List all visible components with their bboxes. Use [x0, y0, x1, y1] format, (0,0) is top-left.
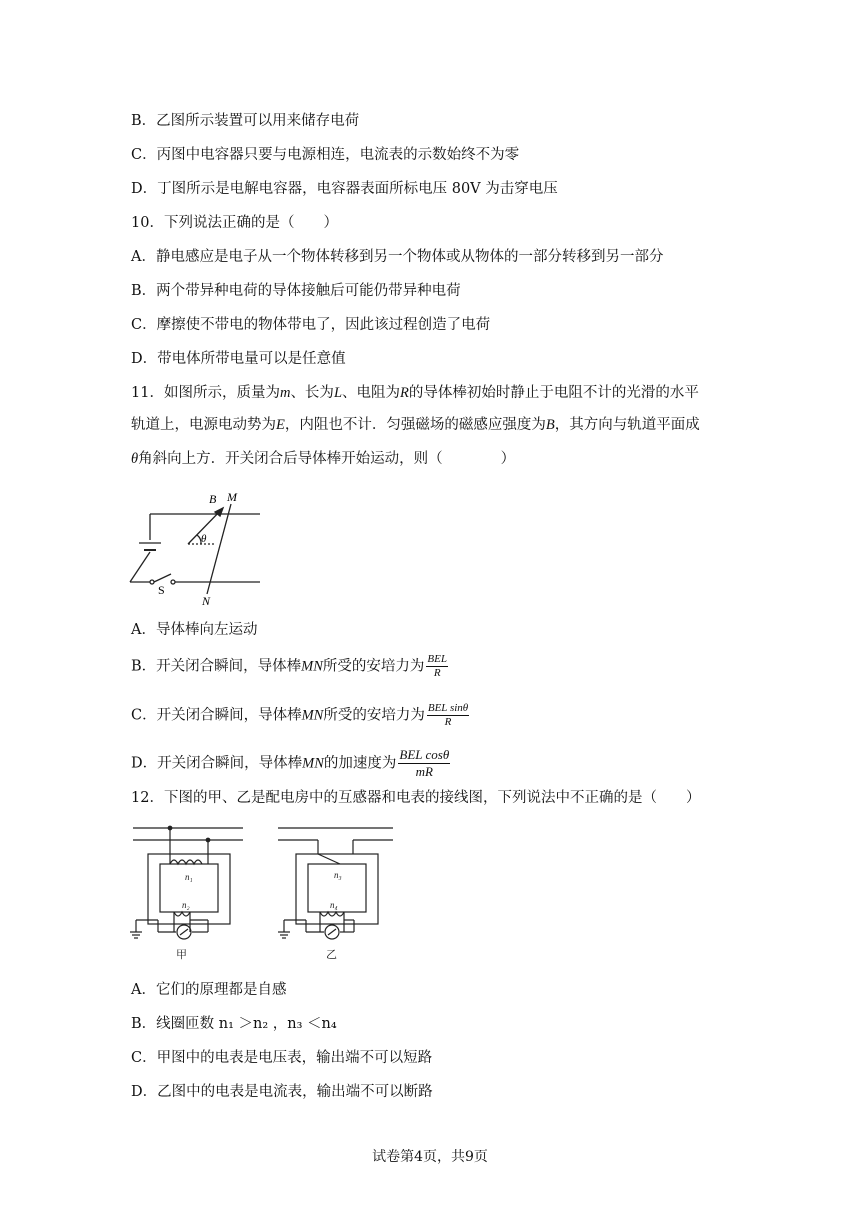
q12-option-b: B．线圈匝数 n₁ ＞n₂ ，n₃ ＜n₄ — [131, 1016, 337, 1032]
page-footer: 试卷第4页，共9页 — [372, 1149, 488, 1165]
label-n: N — [202, 594, 211, 608]
label-n4: n₄ — [330, 900, 338, 910]
q12-stem: 12．下图的甲、乙是配电房中的互感器和电表的接线图，下列说法中不正确的是（ ） — [131, 790, 701, 806]
q11-stem-line1: 11．如图所示，质量为m、长为L、电阻为R的导体棒初始时静止于电阻不计的光滑的水平 — [131, 385, 699, 401]
label-b: B — [209, 492, 217, 506]
q11-stem-line3: θ角斜向上方．开关闭合后导体棒开始运动，则（ ） — [131, 451, 516, 467]
q11-option-d: D．开关闭合瞬间，导体棒MN的加速度为 $\frac{\text{BEL cosθ}}{mR}$ — [131, 747, 450, 779]
label-m: M — [227, 490, 237, 504]
q10-option-c: C．摩擦使不带电的物体带电了，因此该过程创造了电荷 — [131, 317, 491, 333]
q12-option-d: D．乙图中的电表是电流表，输出端不可以断路 — [131, 1084, 433, 1100]
label-n2: n₂ — [182, 900, 190, 910]
q9-option-b: B．乙图所示装置可以用来储存电荷 — [131, 113, 360, 129]
q12-transformer-diagram — [128, 820, 398, 965]
label-theta: θ — [201, 533, 207, 545]
label-yi: 乙 — [326, 948, 337, 961]
q11-option-a: A．导体棒向左运动 — [131, 622, 258, 638]
q11-stem-line2: 轨道上，电源电动势为E，内阻也不计．匀强磁场的磁感应强度为B，其方向与轨道平面成 — [131, 417, 700, 433]
label-jia: 甲 — [176, 948, 187, 961]
q9-option-d: D．丁图所示是电解电容器，电容器表面所标电压 80V 为击穿电压 — [131, 181, 558, 197]
formula-b: $\frac{\text{BEL}}{R}$ — [427, 653, 447, 679]
label-n1: n₁ — [185, 872, 193, 882]
q10-option-d: D．带电体所带电量可以是任意值 — [131, 351, 346, 367]
q12-option-a: A．它们的原理都是自感 — [131, 982, 287, 998]
q12-option-c: C．甲图中的电表是电压表，输出端不可以短路 — [131, 1050, 433, 1066]
q11-circuit-diagram — [125, 488, 265, 608]
q9-option-c: C．丙图中电容器只要与电源相连，电流表的示数始终不为零 — [131, 147, 520, 163]
label-n3: n₃ — [334, 870, 342, 880]
q11-option-b: B．开关闭合瞬间，导体棒MN所受的安培力为 $\frac{\text{BEL}}{R}$ — [131, 653, 447, 679]
formula-d: $\frac{\text{BEL cosθ}}{mR}$ — [399, 747, 450, 779]
q10-option-b: B．两个带异种电荷的导体接触后可能仍带异种电荷 — [131, 283, 461, 299]
q11-option-c: C．开关闭合瞬间，导体棒MN所受的安培力为 $\frac{\text{BEL sinθ}}{R}$ — [131, 702, 469, 728]
label-s: S — [158, 583, 165, 597]
q10-stem: 10．下列说法正确的是（ ） — [131, 215, 338, 231]
q10-option-a: A．静电感应是电子从一个物体转移到另一个物体或从物体的一部分转移到另一部分 — [131, 249, 664, 265]
formula-c: $\frac{\text{BEL sinθ}}{R}$ — [427, 702, 469, 728]
